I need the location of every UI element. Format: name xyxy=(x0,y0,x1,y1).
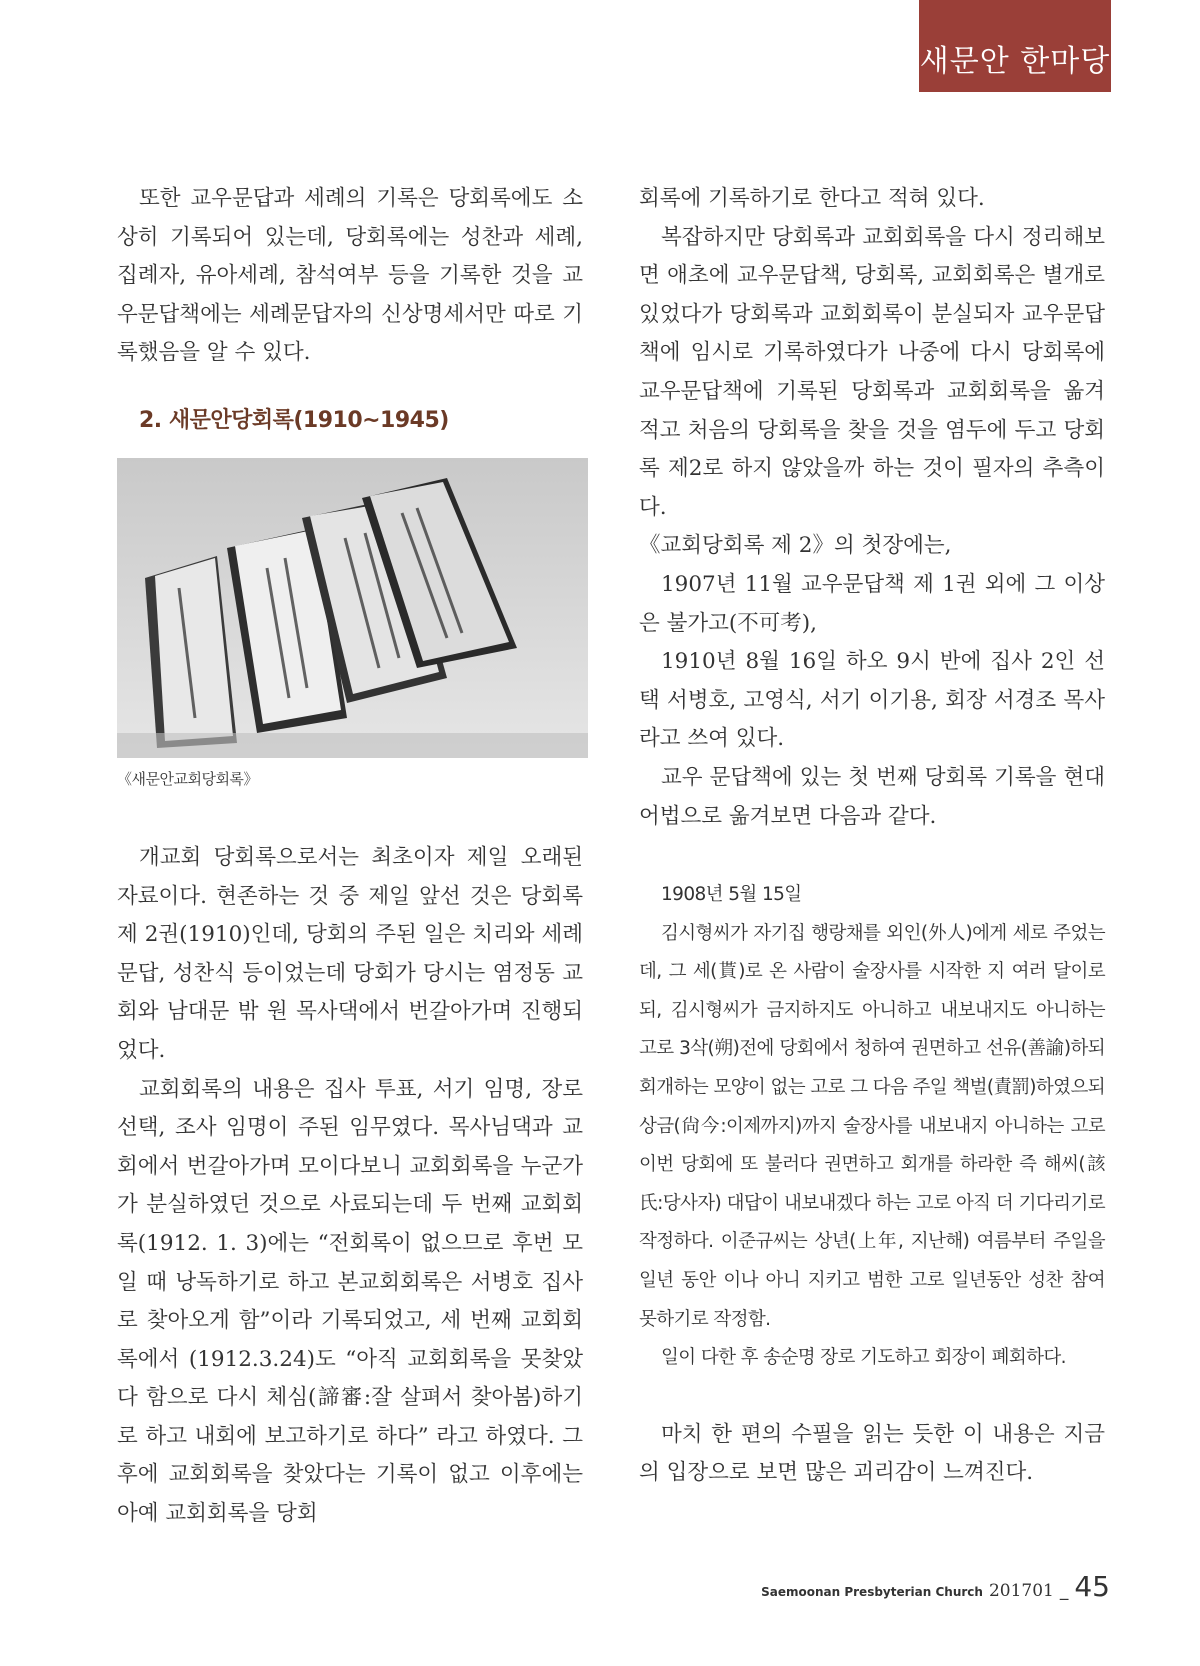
record-paragraph: 일이 다한 후 송순명 장로 기도하고 회장이 폐회하다. xyxy=(661,1347,1066,1369)
body-paragraph: 《교회당회록 제 2》의 첫장에는, xyxy=(639,533,952,559)
section-title: 2. 새문안당회록(1910~1945) xyxy=(139,407,449,433)
intro-text xyxy=(117,180,583,373)
body-paragraph: 1910년 8월 16일 하오 9시 반에 집사 2인 선택 서병호, 고영식, 서기 이기용, 회장 서경조 목사라고 쓰여 있다. xyxy=(639,649,1105,752)
section-label: 새문안 한마당 xyxy=(919,44,1111,79)
body-paragraph: 교회회록의 내용은 집사 투표, 서기 임명, 장로 선택, 조사 임명이 주된 임무였다. 목사님댁과 교회에서 번갈아가며 모이다보니 교회회록을 누군가가 분실하였던 것으로 사료되는데 두 번째 교회회록(1912. 1. 3)에는 “전회록이 없으므로 후번 모일 때 낭독하기로 하고 본교회회록은 서병호 집사로 찾아오게 함”이라 기록되었고, 세 번째 교회회록에서 (1912.3.24)도 “아직 교회회록을 못찾았다 함으로 다시 체심(諦審:잘 살펴서 찾아봄)하기로 하고 내회에 보고하기로 하다” 라고 하였다. 그 후에 교회회록을 찾았다는 기록이 없고 이후에는 아예 교회회록을 당회 xyxy=(117,1076,583,1527)
intro-paragraph: 또한 교우문답과 세례의 기록은 당회록에도 소상히 기록되어 있는데, 당회록에는 성찬과 세례, 집례자, 유아세례, 참석여부 등을 기록한 것을 교우문답책에는 세례문답자의 신상명세서만 따로 기록했음을 알 수 있다. xyxy=(117,186,583,366)
body-paragraph: 교우 문답책에 있는 첫 번째 당회록 기록을 현대어법으로 옮겨보면 다음과 같다. xyxy=(639,764,1105,829)
right-column xyxy=(639,180,1105,1493)
body-paragraph: 개교회 당회록으로서는 최초이자 제일 오래된 자료이다. 현존하는 것 중 제일 앞선 것은 당회록 제 2권(1910)인데, 당회의 주된 일은 치리와 세례문답, 성찬식 등이었는데 당회가 당시는 염정동 교회와 남대문 밖 원 목사댁에서 번갈아가며 진행되었다. xyxy=(117,844,583,1063)
record-date: 1908년 5월 15일 xyxy=(661,884,802,906)
closing-text xyxy=(639,1416,1105,1493)
footer-issue: 201701 xyxy=(988,1581,1054,1601)
page-number: 45 xyxy=(1074,1570,1110,1603)
body-paragraph: 회록에 기록하기로 한다고 적혀 있다. xyxy=(639,186,985,211)
footer-separator: _ xyxy=(1059,1581,1069,1601)
closing-paragraph: 마치 한 편의 수필을 읽는 듯한 이 내용은 지금의 입장으로 보면 많은 괴리감이 느껴진다. xyxy=(639,1421,1105,1486)
record-quote xyxy=(639,876,1105,1378)
body-paragraph: 1907년 11월 교우문답책 제 1권 외에 그 이상은 불가고(不可考), xyxy=(639,571,1105,636)
record-paragraph: 김시형씨가 자기집 행랑채를 외인(外人)에게 세로 주었는데, 그 세(貰)로 온 사람이 술장사를 시작한 지 여러 달이로되, 김시형씨가 금지하지도 아니하고 내보내지도 아니하는 고로 3삭(朔)전에 당회에서 청하여 권면하고 선유(善諭)하되 회개하는 모양이 없는 고로 그 다음 주일 책벌(責罰)하였으되 상금(尙今:이제까지)까지 술장사를 내보내지 아니하는 고로 이번 당회에 또 불러다 권면하고 회개를 하라한 즉 해씨(該氏:당사자) 대답이 내보내겠다 하는 고로 아직 더 기다리기로 작정하다. 이준규씨는 상년(上年, 지난해) 여름부터 주일을 일년 동안 이나 아니 지키고 범한 고로 일년동안 성찬 참여 못하기로 작정함. xyxy=(639,922,1105,1330)
left-body-text xyxy=(117,839,583,1534)
section-label-tab xyxy=(919,0,1111,92)
body-paragraph: 복잡하지만 당회록과 교회회록을 다시 정리해보면 애초에 교우문답책, 당회록, 교회회록은 별개로 있었다가 당회록과 교회회록이 분실되자 교우문답책에 임시로 기록하였다가 나중에 다시 당회록에 교우문답책에 기록된 당회록과 교회회록을 옮겨 적고 처음의 당회록을 찾을 것을 염두에 두고 당회록 제2로 하지 않았을까 하는 것이 필자의 추측이다. xyxy=(639,224,1105,520)
left-column xyxy=(117,180,583,1534)
right-body-text xyxy=(639,180,1105,836)
record-books-photo xyxy=(117,458,588,758)
page-footer xyxy=(761,1570,1110,1603)
photo-caption: 《새문안교회당회록》 xyxy=(117,769,258,788)
footer-church-name: Saemoonan Presbyterian Church xyxy=(761,1585,983,1599)
